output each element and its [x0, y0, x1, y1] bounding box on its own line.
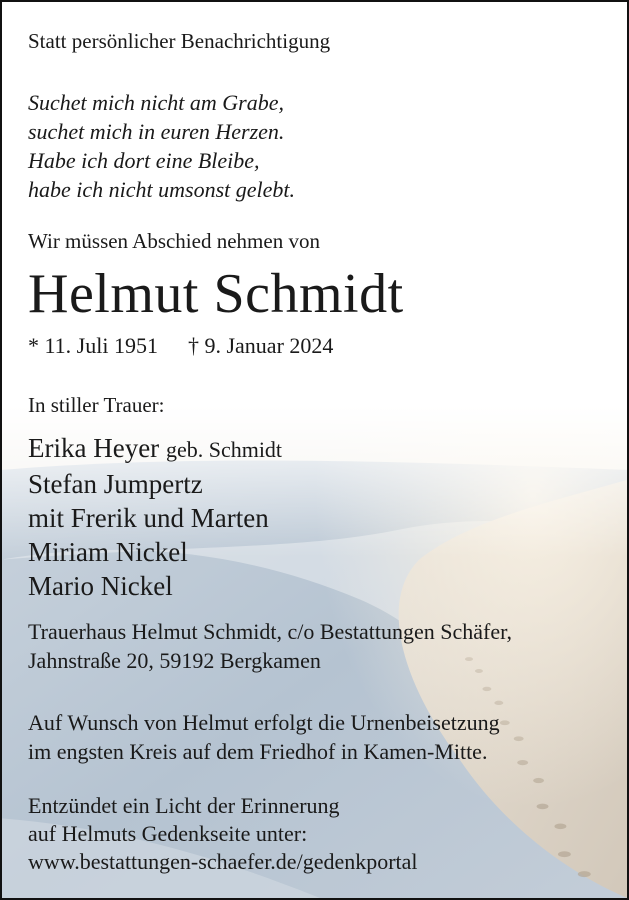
mourner-item: [28, 535, 282, 569]
memorial-line: Entzündet ein Licht der Erinnerung: [28, 793, 340, 818]
birth-date: * 11. Juli 1951: [28, 333, 158, 358]
poem-line: Suchet mich nicht am Grabe,: [28, 90, 284, 115]
farewell-line: Wir müssen Abschied nehmen von: [28, 229, 320, 253]
address-line: Jahnstraße 20, 59192 Bergkamen: [28, 648, 321, 673]
mourning-label: In stiller Trauer:: [28, 393, 165, 417]
mourner-item: [28, 467, 282, 501]
notice-content: [2, 2, 627, 898]
poem-line: habe ich nicht umsonst gelebt.: [28, 177, 296, 202]
poem-line: suchet mich in euren Herzen.: [28, 119, 285, 144]
memorial-url: www.bestattungen-schaefer.de/gedenkportal: [28, 849, 418, 874]
burial-line: Auf Wunsch von Helmut erfolgt die Urnenbeisetzung: [28, 710, 500, 735]
mourner-name: Miriam Nickel: [28, 537, 188, 567]
death-date: † 9. Januar 2024: [187, 333, 334, 358]
mourner-name: Erika Heyer: [28, 433, 160, 463]
poem: [28, 88, 295, 204]
intro-line: Statt persönlicher Benachrichtigung: [28, 29, 331, 53]
mourning-house-address: [28, 617, 512, 675]
mourner-name: Stefan Jumpertz: [28, 469, 203, 499]
mourner-name: Mario Nickel: [28, 571, 173, 601]
poem-line: Habe ich dort eine Bleibe,: [28, 148, 260, 173]
mourners-list: [28, 431, 282, 603]
mourner-name: mit Frerik und Marten: [28, 503, 269, 533]
mourner-item: [28, 501, 282, 535]
memorial-line: auf Helmuts Gedenkseite unter:: [28, 821, 308, 846]
mourner-note: geb. Schmidt: [165, 437, 283, 462]
burial-notice: [28, 708, 500, 766]
address-line: Trauerhaus Helmut Schmidt, c/o Bestattungen Schäfer,: [28, 619, 513, 644]
memorial-page-info: [28, 792, 418, 876]
mourner-item: [28, 431, 282, 467]
mourner-item: [28, 569, 282, 603]
deceased-name: Helmut Schmidt: [28, 263, 404, 325]
burial-line: im engsten Kreis auf dem Friedhof in Kamen-Mitte.: [28, 739, 488, 764]
life-dates: [28, 333, 333, 359]
